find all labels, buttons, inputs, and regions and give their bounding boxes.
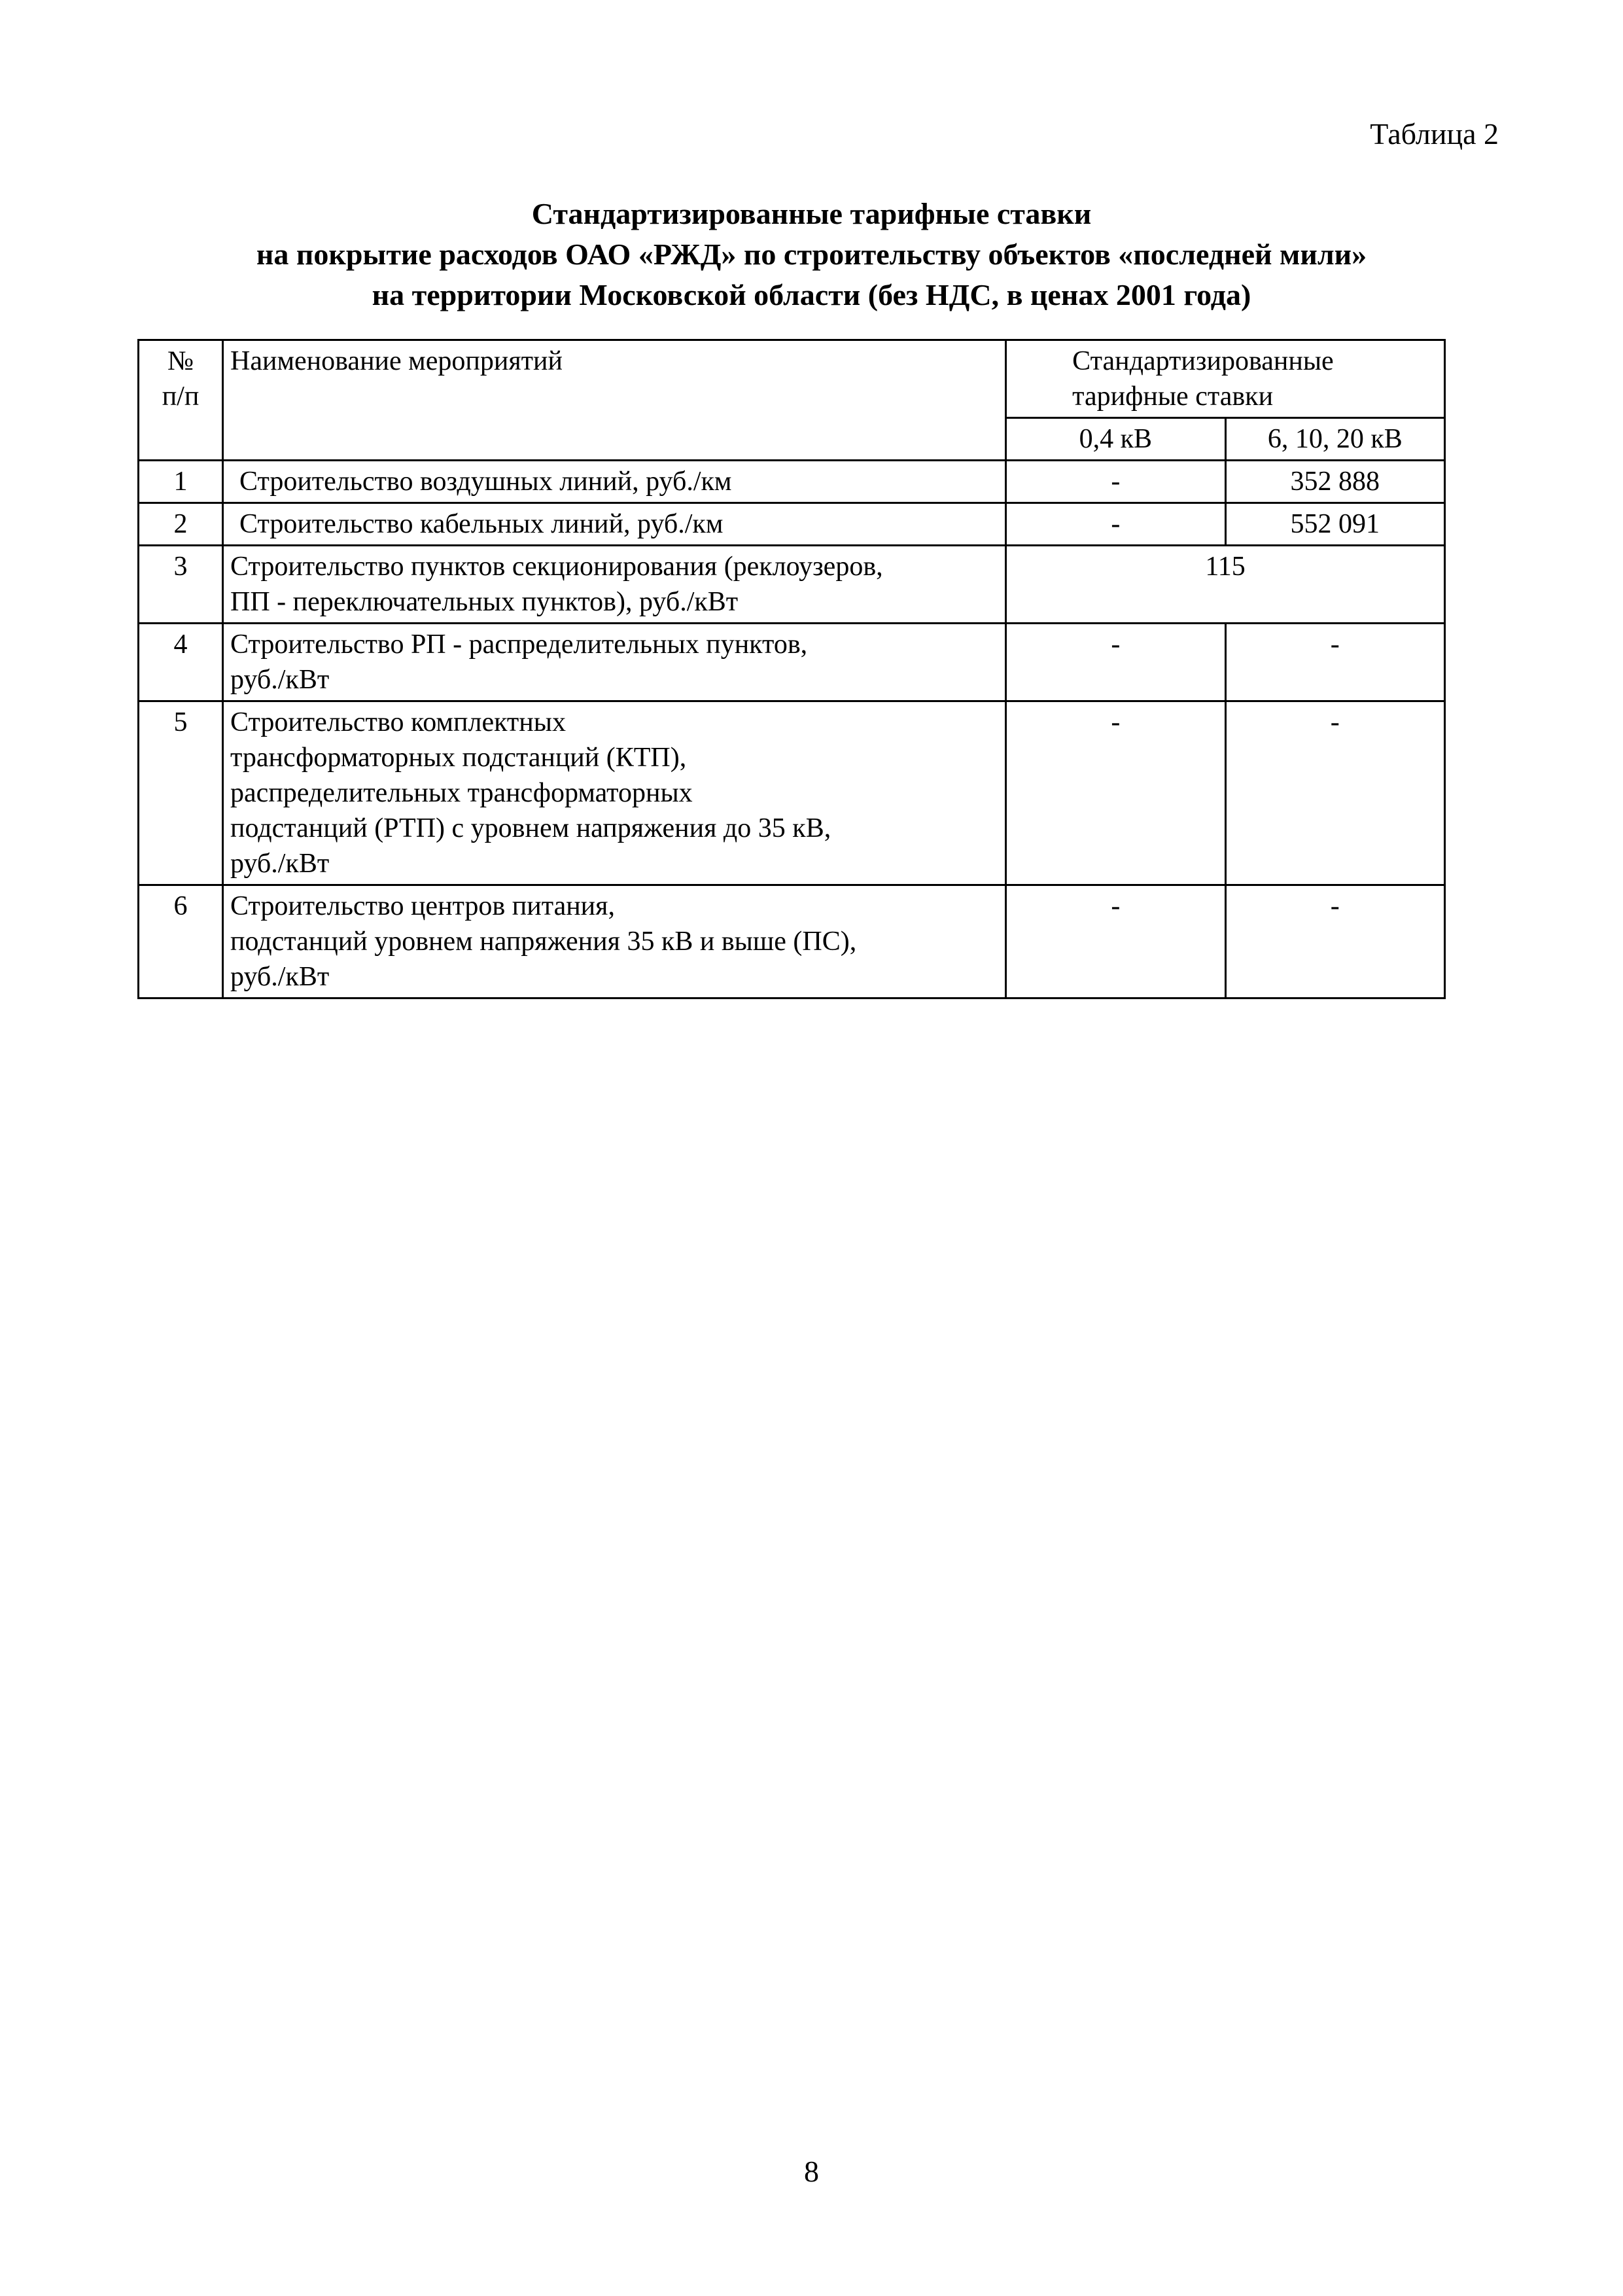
row-name-line: руб./кВт xyxy=(230,849,330,879)
row-num: 2 xyxy=(139,503,223,546)
row-name xyxy=(223,461,1006,503)
row-name-line: Строительство комплектных xyxy=(230,707,566,737)
title-line-3: на территории Московской области (без НДС, в ценах 2001 года) xyxy=(372,278,1251,311)
row-v620: 352 888 xyxy=(1225,461,1444,503)
row-name-line: Строительство пунктов секционирования (реклоузеров, xyxy=(230,552,883,582)
table-row xyxy=(139,461,1445,503)
row-name xyxy=(223,701,1006,885)
header-name-cell xyxy=(223,340,1006,461)
row-num: 5 xyxy=(139,701,223,885)
row-num: 6 xyxy=(139,885,223,998)
row-v04: - xyxy=(1006,701,1225,885)
row-num: 1 xyxy=(139,461,223,503)
table-row xyxy=(139,885,1445,998)
title-line-1: Стандартизированные тарифные ставки xyxy=(531,197,1092,230)
header-row xyxy=(139,340,1445,418)
row-name-line: Строительство воздушных линий, руб./км xyxy=(239,467,732,497)
row-v620: 552 091 xyxy=(1225,503,1444,546)
row-v04: - xyxy=(1006,885,1225,998)
row-name-line: распределительных трансформаторных xyxy=(230,778,693,808)
header-rates-line-2: тарифные ставки xyxy=(1072,381,1274,412)
row-name xyxy=(223,503,1006,546)
row-name-line: Строительство центров питания, xyxy=(230,891,615,921)
table-row xyxy=(139,624,1445,701)
page-number: 8 xyxy=(804,2155,819,2188)
row-v620: - xyxy=(1225,885,1444,998)
row-name-line: подстанций уровнем напряжения 35 кВ и выше (ПС), xyxy=(230,927,857,957)
row-v620: - xyxy=(1225,624,1444,701)
table-row xyxy=(139,546,1445,624)
table-row xyxy=(139,701,1445,885)
header-num-line-2: п/п xyxy=(162,381,200,412)
row-name-line: подстанций (РТП) с уровнем напряжения до 35 кВ, xyxy=(230,813,831,843)
header-v04-cell: 0,4 кВ xyxy=(1006,418,1225,461)
row-name-line: руб./кВт xyxy=(230,665,330,695)
row-name xyxy=(223,624,1006,701)
row-name xyxy=(223,885,1006,998)
row-merged-rate: 115 xyxy=(1006,546,1445,624)
table-row xyxy=(139,503,1445,546)
row-v04: - xyxy=(1006,461,1225,503)
row-name-line: трансформаторных подстанций (КТП), xyxy=(230,743,687,773)
row-num: 4 xyxy=(139,624,223,701)
row-v620: - xyxy=(1225,701,1444,885)
header-num-cell xyxy=(139,340,223,461)
header-num-line-1: № xyxy=(167,346,194,376)
header-rates-cell xyxy=(1006,340,1445,418)
row-v04: - xyxy=(1006,503,1225,546)
table-label: Таблица 2 xyxy=(1370,117,1499,150)
row-name-line: руб./кВт xyxy=(230,962,330,992)
header-v620-cell: 6, 10, 20 кВ xyxy=(1225,418,1444,461)
title-line-2: на покрытие расходов ОАО «РЖД» по строительству объектов «последней мили» xyxy=(256,238,1367,271)
row-v04: - xyxy=(1006,624,1225,701)
row-name xyxy=(223,546,1006,624)
tariff-table xyxy=(137,339,1446,999)
row-name-line: Строительство кабельных линий, руб./км xyxy=(239,509,724,539)
row-name-line: ПП - переключательных пунктов), руб./кВт xyxy=(230,587,739,617)
header-rates-line-1: Стандартизированные xyxy=(1072,346,1334,376)
header-name: Наименование мероприятий xyxy=(230,346,563,376)
row-name-line: Строительство РП - распределительных пунктов, xyxy=(230,629,808,660)
row-num: 3 xyxy=(139,546,223,624)
document-title xyxy=(0,194,1623,315)
